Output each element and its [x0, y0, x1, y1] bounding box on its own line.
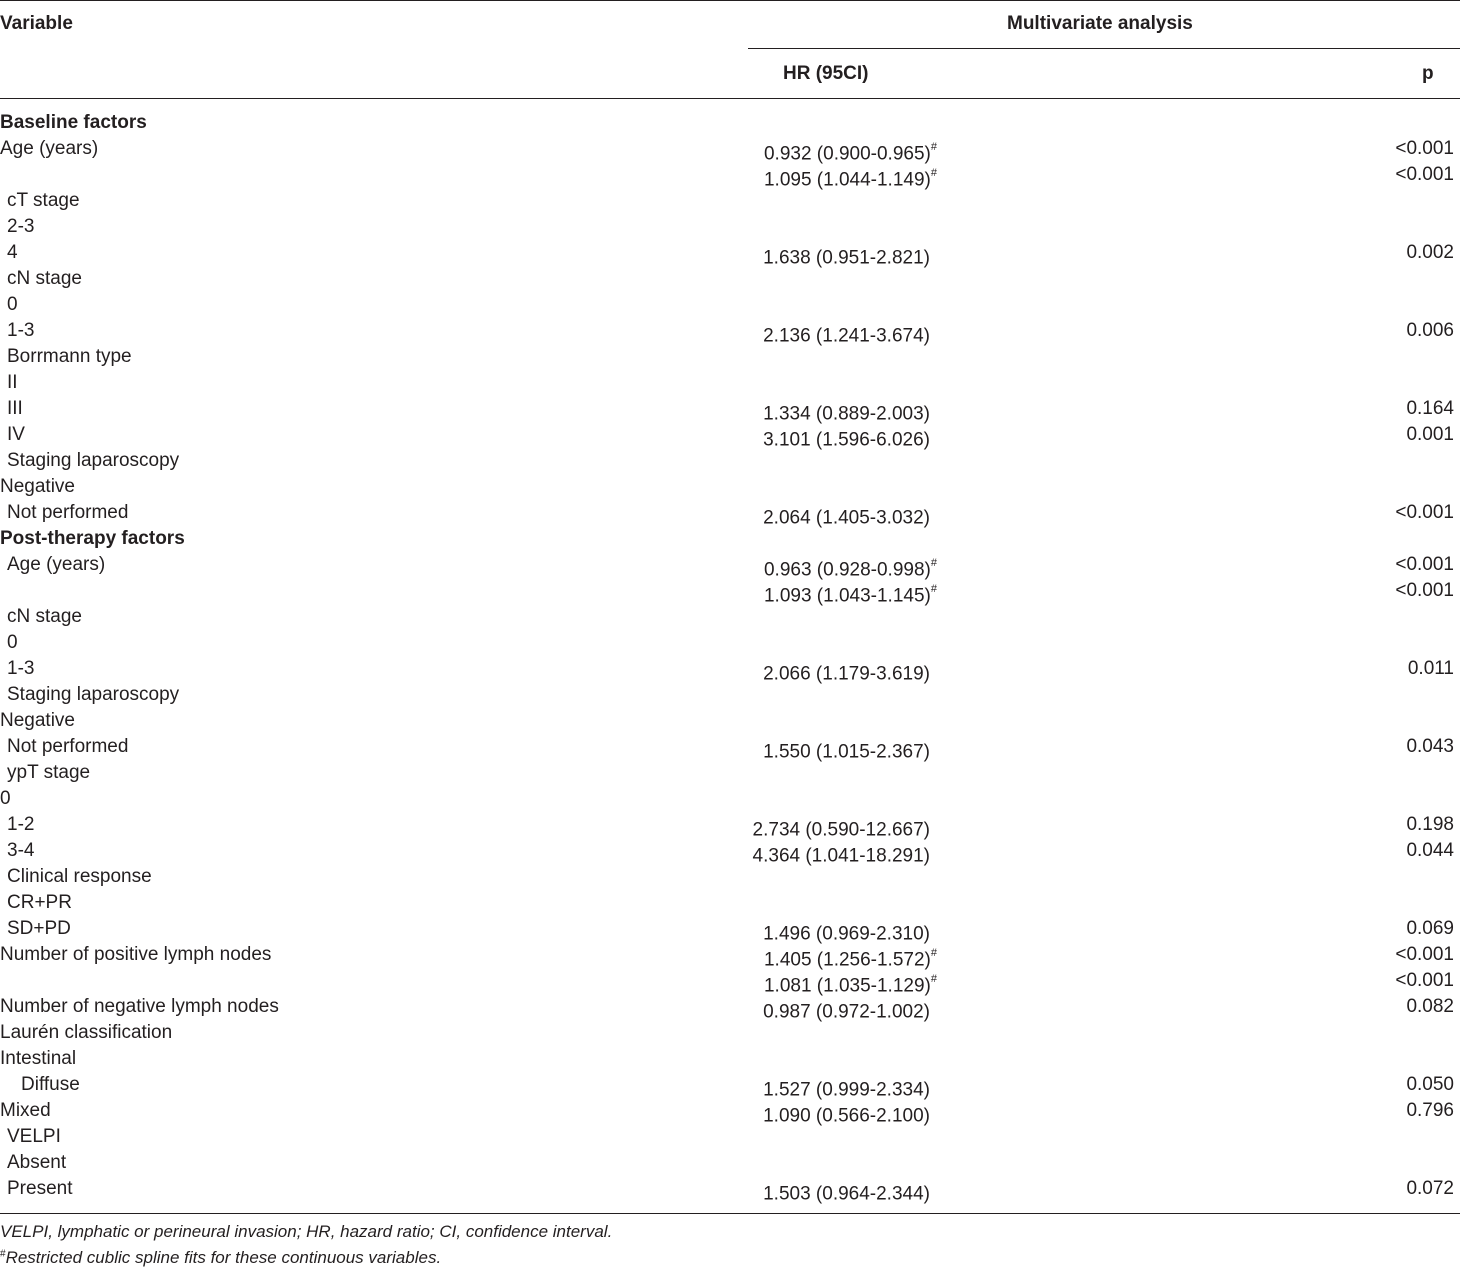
hr-value: 1.095 (1.044-1.149): [763, 169, 931, 191]
variable-cell: III: [7, 398, 23, 419]
variable-cell: Laurén classification: [0, 1022, 173, 1043]
variable-cell: Present: [7, 1178, 73, 1199]
section-row: [0, 526, 1460, 552]
table-row: [0, 968, 1460, 997]
hr-value: 1.496 (0.969-2.310): [763, 923, 930, 945]
variable-cell: cN stage: [7, 606, 82, 627]
header-bottom-rule: [0, 98, 1460, 99]
p-value-cell: 0.043: [1406, 736, 1454, 757]
spline-mark: #: [930, 947, 937, 959]
variable-cell: IV: [7, 424, 25, 445]
variable-cell: Intestinal: [0, 1048, 77, 1069]
spline-mark: #: [930, 141, 937, 153]
hr-value: 2.734 (0.590-12.667): [752, 819, 930, 841]
p-value-cell: 0.011: [1407, 658, 1454, 679]
table-row: [0, 344, 1460, 370]
variable-cell: Clinical response: [7, 866, 152, 887]
table-row: [0, 1072, 1460, 1101]
variable-cell: Not performed: [7, 502, 129, 523]
variable-cell: VELPI: [7, 1126, 61, 1147]
table-row: [0, 630, 1460, 656]
section-label: Baseline factors: [0, 112, 147, 133]
variable-cell: 2-3: [7, 216, 35, 237]
hr-value: 0.987 (0.972-1.002): [763, 1001, 930, 1023]
p-value-cell: <0.001: [1395, 554, 1454, 575]
variable-cell: Number of negative lymph nodes: [0, 996, 279, 1017]
multivariate-rule: [748, 48, 1460, 49]
hr-value: 1.638 (0.951-2.821): [763, 247, 930, 269]
table-row: [0, 396, 1460, 425]
table-row: [0, 448, 1460, 474]
table-row: [0, 370, 1460, 396]
p-value-cell: 0.198: [1406, 814, 1454, 835]
footnote-abbreviations: VELPI, lymphatic or perineural invasion; HR, hazard ratio; CI, confidence interval.: [0, 1222, 613, 1241]
variable-cell: Number of positive lymph nodes: [0, 944, 272, 965]
variable-cell: 1-3: [7, 320, 35, 341]
variable-cell: cT stage: [7, 190, 80, 211]
table-row: [0, 1150, 1460, 1176]
p-value-cell: <0.001: [1395, 580, 1454, 601]
table-row: [0, 786, 1460, 812]
hr-value: 1.090 (0.566-2.100): [763, 1105, 930, 1127]
p-value-cell: <0.001: [1395, 970, 1454, 991]
variable-cell: 0: [0, 788, 11, 809]
section-label: Post-therapy factors: [0, 528, 185, 549]
table-row: [0, 214, 1460, 240]
p-value-cell: <0.001: [1395, 164, 1454, 185]
hr-value: 4.364 (1.041-18.291): [752, 845, 930, 867]
table-row: [0, 292, 1460, 318]
hr-value: 0.963 (0.928-0.998): [763, 559, 931, 581]
hr-value: 1.405 (1.256-1.572): [763, 949, 931, 971]
hr-value: 1.093 (1.043-1.145): [763, 585, 931, 607]
table-row: [0, 578, 1460, 607]
hr-value: 1.527 (0.999-2.334): [763, 1079, 930, 1101]
variable-cell: II: [7, 372, 18, 393]
variable-cell: Absent: [7, 1152, 67, 1173]
hr-value: 3.101 (1.596-6.026): [763, 429, 930, 451]
table-row: [0, 890, 1460, 916]
footnote-spline-text: Restricted cublic spline fits for these continuous variables.: [5, 1248, 442, 1267]
p-value-cell: 0.072: [1406, 1178, 1454, 1199]
p-value-cell: 0.796: [1406, 1100, 1454, 1121]
p-value-cell: 0.082: [1406, 996, 1454, 1017]
hr-value: 2.136 (1.241-3.674): [763, 325, 930, 347]
variable-cell: Negative: [0, 476, 75, 497]
hr-value: 1.334 (0.889-2.003): [763, 403, 930, 425]
variable-cell: Age (years): [7, 554, 106, 575]
spline-mark: #: [930, 557, 937, 569]
spline-mark: #: [930, 167, 937, 179]
p-value-cell: 0.002: [1406, 242, 1454, 263]
table-row: [0, 994, 1460, 1023]
variable-cell: 3-4: [7, 840, 35, 861]
hr-value: 2.066 (1.179-3.619): [763, 663, 930, 685]
variable-cell: 0: [7, 632, 18, 653]
table-row: [0, 916, 1460, 945]
table-row: [0, 1020, 1460, 1046]
variable-cell: Staging laparoscopy: [7, 684, 180, 705]
variable-cell: Diffuse: [21, 1074, 80, 1095]
header-variable: Variable: [0, 13, 73, 34]
hr-value: 1.550 (1.015-2.367): [763, 741, 930, 763]
header-multivariate: Multivariate analysis: [1007, 13, 1193, 34]
variable-cell: Borrmann type: [7, 346, 132, 367]
table-row: [0, 422, 1460, 451]
table-row: [0, 474, 1460, 500]
footnote-spline: [0, 1248, 441, 1268]
variable-cell: 0: [7, 294, 18, 315]
table-body: [0, 110, 1460, 1205]
variable-cell: CR+PR: [7, 892, 72, 913]
variable-cell: Negative: [0, 710, 75, 731]
hr-value: 1.081 (1.035-1.129): [763, 975, 931, 997]
hr-value: 2.064 (1.405-3.032): [763, 507, 930, 529]
p-value-cell: 0.164: [1406, 398, 1454, 419]
table-row: [0, 188, 1460, 214]
table-row: [0, 266, 1460, 292]
table-row: [0, 552, 1460, 581]
section-row: [0, 110, 1460, 136]
table-row: [0, 864, 1460, 890]
table-row: [0, 500, 1460, 529]
table-row: [0, 604, 1460, 630]
table-row: [0, 1098, 1460, 1127]
table-top-rule: [0, 0, 1460, 1]
table-row: [0, 656, 1460, 685]
hr-cell: [763, 1176, 930, 1207]
p-value-cell: <0.001: [1395, 944, 1454, 965]
variable-cell: cN stage: [7, 268, 82, 289]
hr-value: 0.932 (0.900-0.965): [763, 143, 931, 165]
p-value-cell: <0.001: [1395, 502, 1454, 523]
variable-cell: 4: [7, 242, 18, 263]
variable-cell: 1-2: [7, 814, 35, 835]
table-row: [0, 136, 1460, 165]
table-row: [0, 942, 1460, 971]
variable-cell: Mixed: [0, 1100, 51, 1121]
variable-cell: Not performed: [7, 736, 129, 757]
variable-cell: Age (years): [0, 138, 99, 159]
p-value-cell: 0.001: [1406, 424, 1454, 445]
header-hr: HR (95CI): [783, 63, 869, 84]
hr-value: 1.503 (0.964-2.344): [763, 1183, 930, 1205]
table-bottom-rule: [0, 1213, 1460, 1214]
variable-cell: SD+PD: [7, 918, 71, 939]
table-row: [0, 1176, 1460, 1205]
table-row: [0, 1124, 1460, 1150]
p-value-cell: 0.006: [1406, 320, 1454, 341]
variable-cell: Staging laparoscopy: [7, 450, 180, 471]
table-row: [0, 318, 1460, 347]
spline-mark: #: [930, 583, 937, 595]
table-row: [0, 1046, 1460, 1072]
table-row: [0, 734, 1460, 763]
table-row: [0, 240, 1460, 269]
table-row: [0, 708, 1460, 734]
variable-cell: ypT stage: [7, 762, 91, 783]
variable-cell: 1-3: [7, 658, 35, 679]
header-p: p: [1422, 63, 1434, 84]
table-row: [0, 162, 1460, 191]
p-value-cell: 0.069: [1406, 918, 1454, 939]
table-row: [0, 838, 1460, 867]
footnote-mark: #: [0, 1248, 6, 1260]
table-row: [0, 812, 1460, 841]
table-row: [0, 760, 1460, 786]
spline-mark: #: [930, 973, 937, 985]
table-row: [0, 682, 1460, 708]
p-value-cell: <0.001: [1395, 138, 1454, 159]
p-value-cell: 0.044: [1406, 840, 1454, 861]
p-value-cell: 0.050: [1406, 1074, 1454, 1095]
